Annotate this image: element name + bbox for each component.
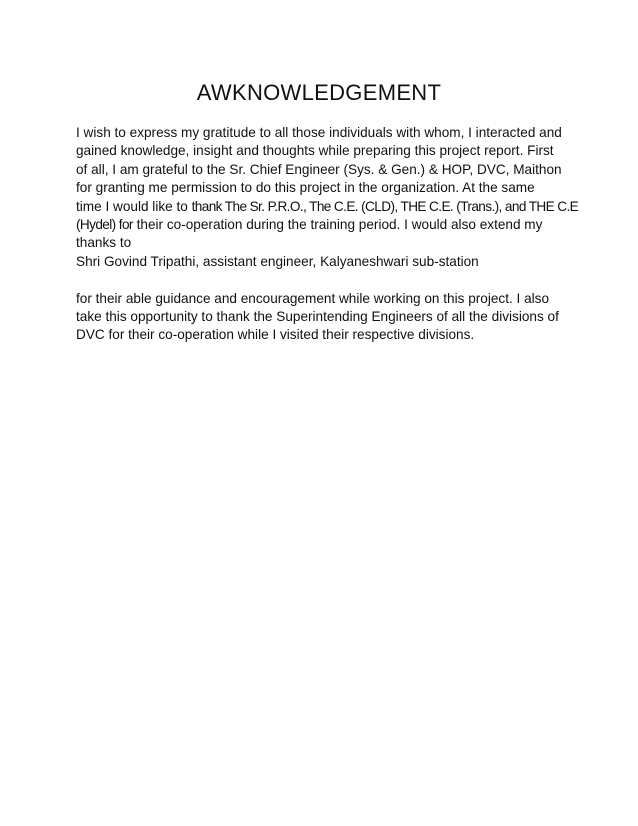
text-line: Shri Govind Tripathi, assistant engineer, Kalyaneshwari sub-station [76, 253, 479, 269]
text-line: gained knowledge, insight and thoughts while preparing this project report. First [76, 143, 554, 159]
paragraph-guidance [76, 290, 576, 345]
text-line: I wish to express my gratitude to all those individuals with whom, I interacted and [76, 125, 562, 140]
text-line: of all, I am grateful to the Sr. Chief Engineer (Sys. & Gen.) & HOP, DVC, Maithon [76, 161, 562, 177]
text-line [76, 198, 579, 216]
text-line: for their able guidance and encouragement while working on this project. I also [76, 290, 550, 306]
acknowledgement-body [76, 124, 579, 345]
text-line: thanks to [76, 235, 132, 251]
condensed-text-segment: (Hydel) for [76, 217, 133, 233]
text-line: for granting me permission to do this project in the organization. At the same [76, 180, 535, 196]
condensed-text-segment: thank The Sr. P.R.O., The C.E. (CLD), THE C.E. (Trans.), and THE C.E [191, 198, 579, 214]
text-segment: their co-operation during the training period. I would also extend my [132, 217, 543, 233]
text-line: DVC for their co-operation while I visited their respective divisions. [76, 327, 475, 343]
text-line [76, 216, 576, 234]
page-title: AWKNOWLEDGEMENT [196, 80, 442, 105]
text-segment: time I would like to [76, 198, 192, 214]
text-line: take this opportunity to thank the Superintending Engineers of all the divisions of [76, 309, 559, 325]
paragraph-gratitude [76, 124, 579, 271]
paragraph-spacer [76, 271, 576, 289]
